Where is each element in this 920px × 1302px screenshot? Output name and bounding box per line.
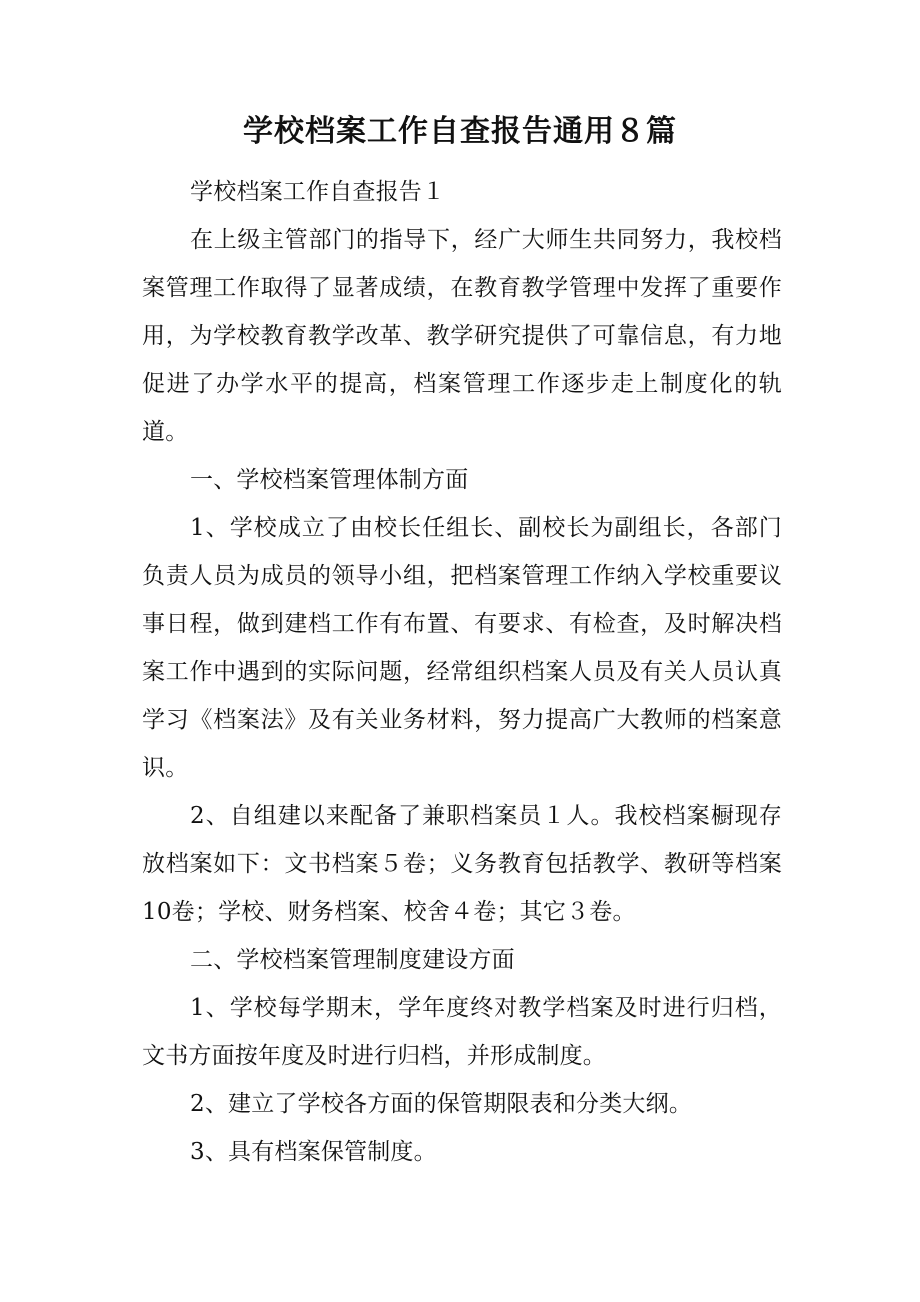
- document-title: 学校档案工作自查报告通用８篇: [243, 114, 677, 149]
- document-body: [142, 168, 782, 1176]
- paragraph-archive-staff: 2、自组建以来配备了兼职档案员１人。我校档案橱现存放档案如下：文书档案５卷；义务教育包括教学、教研等档案10卷；学校、财务档案、校舍４卷；其它３卷。: [142, 803, 782, 925]
- paragraph-retention-table: 2、建立了学校各方面的保管期限表和分类大纲。: [190, 1091, 693, 1117]
- section-heading-management-system: 一、学校档案管理体制方面: [190, 467, 469, 493]
- paragraph-leadership-group: 1、学校成立了由校长任组长、副校长为副组长，各部门负责人员为成员的领导小组，把档案管理工作纳入学校重要议事日程，做到建档工作有布置、有要求、有检查，及时解决档案工作中遇到的实际问题，经常组织档案人员及有关人员认真学习《档案法》及有关业务材料，努力提高广大教师的档案意识。: [142, 515, 782, 781]
- report-heading: 学校档案工作自查报告１: [190, 179, 446, 205]
- section-heading-system-building: 二、学校档案管理制度建设方面: [190, 947, 515, 973]
- intro-paragraph: 在上级主管部门的指导下，经广大师生共同努力，我校档案管理工作取得了显著成绩，在教育教学管理中发挥了重要作用，为学校教育教学改革、教学研究提供了可靠信息，有力地促进了办学水平的提高，档案管理工作逐步走上制度化的轨道。: [142, 227, 782, 445]
- paragraph-archiving-schedule: 1、学校每学期末，学年度终对教学档案及时进行归档，文书方面按年度及时进行归档，并形成制度。: [142, 995, 782, 1069]
- paragraph-storage-rules: 3、具有档案保管制度。: [190, 1139, 437, 1165]
